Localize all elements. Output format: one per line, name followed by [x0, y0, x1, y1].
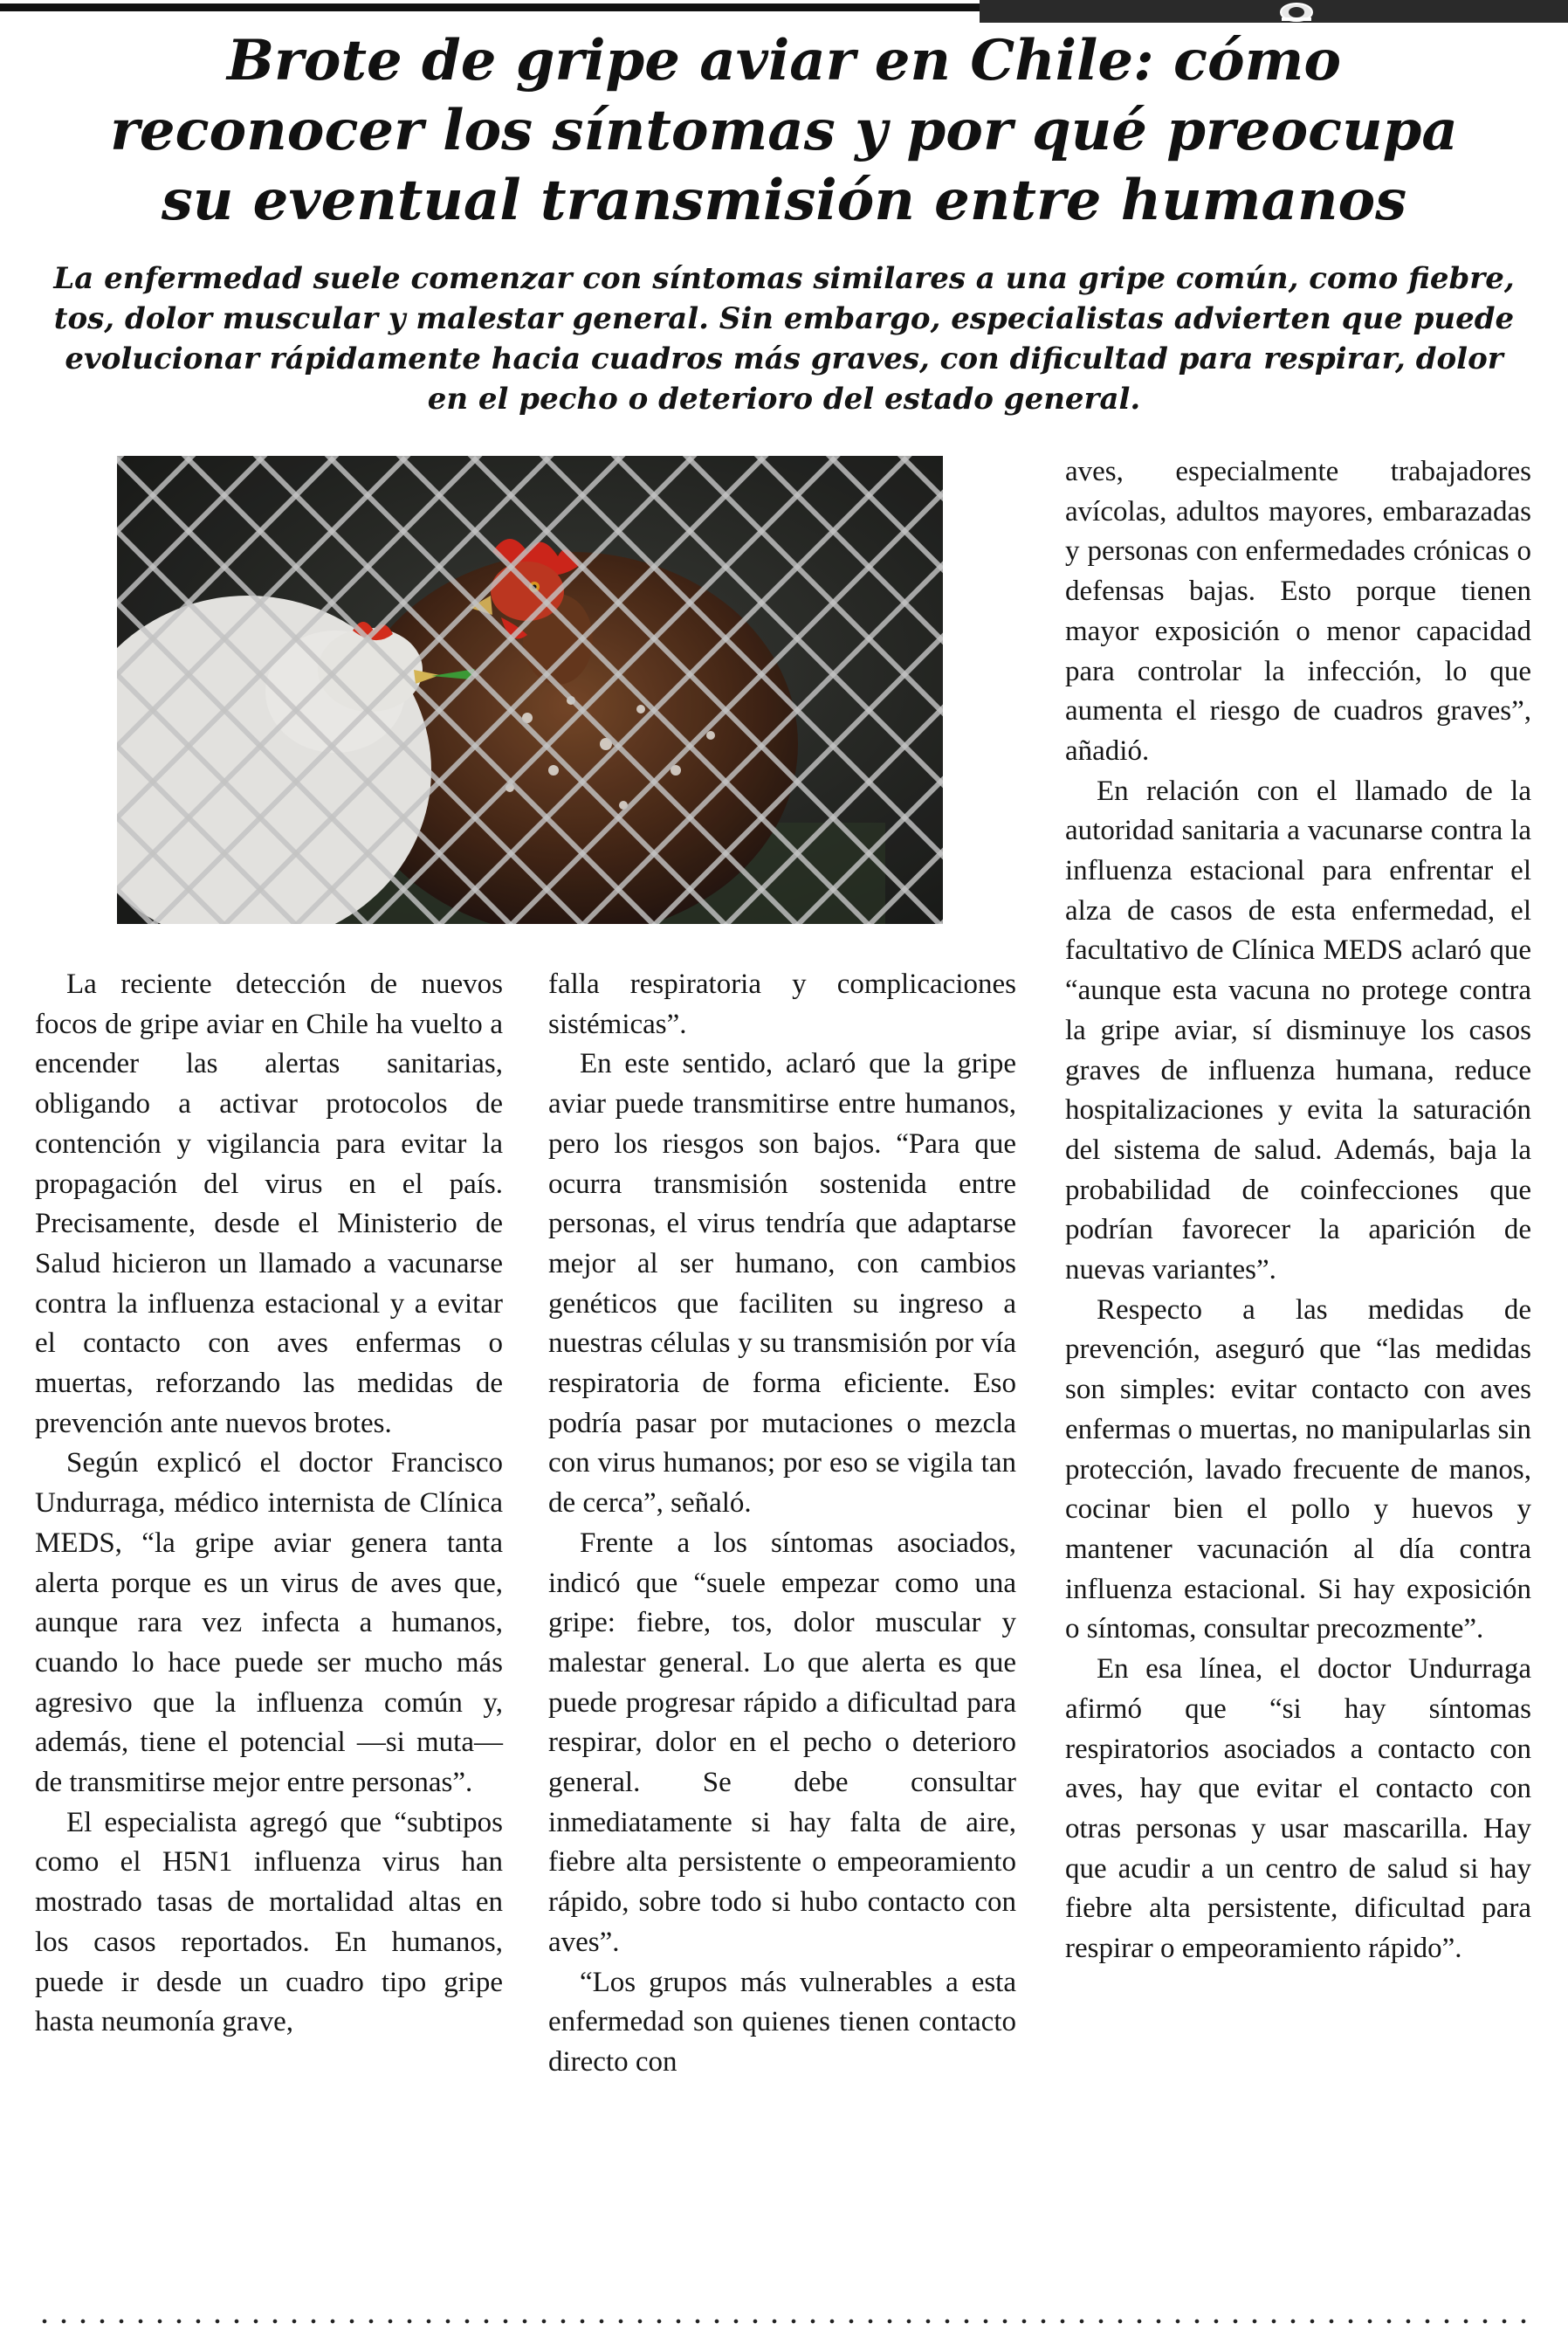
headline: Brote de gripe aviar en Chile: cómo reconocer los síntomas y por qué preocupa su eventual transmisión entre humanos [110, 28, 1458, 233]
header-bar [980, 0, 1568, 23]
body-paragraph-continued: aves, especialmente trabajadores avícolas, adultos mayores, embarazadas y personas con enfermedades crónicas o defensas bajas. Esto porque tienen mayor exposición o menor capacidad para controlar la infección, lo que aumenta el riesgo de cuadros graves”, añadió. [1065, 456, 1531, 767]
dek: La enfermedad suele comenzar con síntomas similares a una gripe común, como fiebre, tos, dolor muscular y malestar general. Sin embargo, especialistas advierten que puede evolucionar rápidamente hacia cuadros más graves, con dificultad para respirar, dolor en el pecho o deterioro del estado general. [53, 261, 1515, 417]
publication-emblem-icon [1276, 0, 1317, 23]
article-column-right [1065, 452, 1531, 1969]
body-paragraph: Según explicó el doctor Francisco Undurraga, médico internista de Clínica MEDS, “la gripe aviar genera tanta alerta porque es un virus de aves que, aunque rara vez infecta a humanos, cuando lo hace puede ser mucho más agresivo que la influenza común y, además, tiene el potencial —si muta— de transmitirse mejor entre personas”. [35, 1447, 503, 1799]
footer-dotted-rule [35, 2318, 1533, 2325]
article-column-middle [548, 965, 1016, 2083]
body-paragraph: Respecto a las medidas de prevención, aseguró que “las medidas son simples: evitar contacto con aves enfermas o muertas, no manipularlas sin protección, lavado frecuente de manos, cocinar bien el pollo y huevos y mantener vacunación al día contra influenza estacional. Si hay exposición o síntomas, consultar precozmente”. [1065, 1293, 1531, 1645]
body-paragraph: En este sentido, aclaró que la gripe aviar puede transmitirse entre humanos, pero los riesgos son bajos. “Para que ocurra transmisión sostenida entre personas, el virus tendría que adaptarse mejor al ser humano, con cambios genéticos que faciliten su ingreso a nuestras células y su transmisión por vía respiratoria de forma eficiente. Eso podría pasar por mutaciones o mezcla con virus humanos; por eso se vigila tan de cerca”, señaló. [548, 1048, 1016, 1520]
article-column-left [35, 965, 503, 2043]
body-paragraph: La reciente detección de nuevos focos de gripe aviar en Chile ha vuelto a encender las alertas sanitarias, obligando a activar protocolos de contención y vigilancia para evitar la propagación del virus en el país. Precisamente, desde el Ministerio de Salud hicieron un llamado a vacunarse contra la influenza estacional y a evitar el contacto con aves enfermas o muertas, reforzando las medidas de prevención ante nuevos brotes. [35, 969, 503, 1439]
body-paragraph: En relación con el llamado de la autoridad sanitaria a vacunarse contra la influenza estacional para enfrentar el alza de casos de esta enfermedad, el facultativo de Clínica MEDS aclaró que “aunque esta vacuna no protege contra la gripe aviar, sí disminuye los casos graves de influenza humana, reduce hospitalizaciones y evita la saturación del sistema de salud. Además, baja la probabilidad de coinfecciones que podrían favorecer la aparición de nuevas variantes”. [1065, 775, 1531, 1286]
body-paragraph: El especialista agregó que “subtipos como el H5N1 influenza virus han mostrado tasas de mortalidad altas en los casos reportados. En humanos, puede ir desde un cuadro tipo gripe hasta neumonía grave, [35, 1806, 503, 2038]
body-paragraph-continued: falla respiratoria y complicaciones sistémicas”. [548, 969, 1016, 1040]
hens-behind-wire-fence-photo [117, 456, 943, 924]
body-paragraph: En esa línea, el doctor Undurraga afirmó que “si hay síntomas respiratorios asociados a contacto con aves, hay que evitar el contacto con otras personas y usar mascarilla. Hay que acudir a un centro de salud si hay fiebre alta persistente, dificultad para respirar o empeoramiento rápido”. [1065, 1653, 1531, 1965]
article-photo [117, 456, 943, 924]
body-paragraph: “Los grupos más vulnerables a esta enfermedad son quienes tienen contacto directo con [548, 1966, 1016, 2078]
header-rule [0, 3, 980, 11]
body-paragraph: Frente a los síntomas asociados, indicó que “suele empezar como una gripe: fiebre, tos, dolor muscular y malestar general. Lo que alerta es que puede progresar rápido a dificultad para respirar, dolor en el pecho o deterioro general. Se debe consultar inmediatamente si hay falta de aire, fiebre alta persistente o empeoramiento rápido, sobre todo si hubo contacto con aves”. [548, 1527, 1016, 1958]
